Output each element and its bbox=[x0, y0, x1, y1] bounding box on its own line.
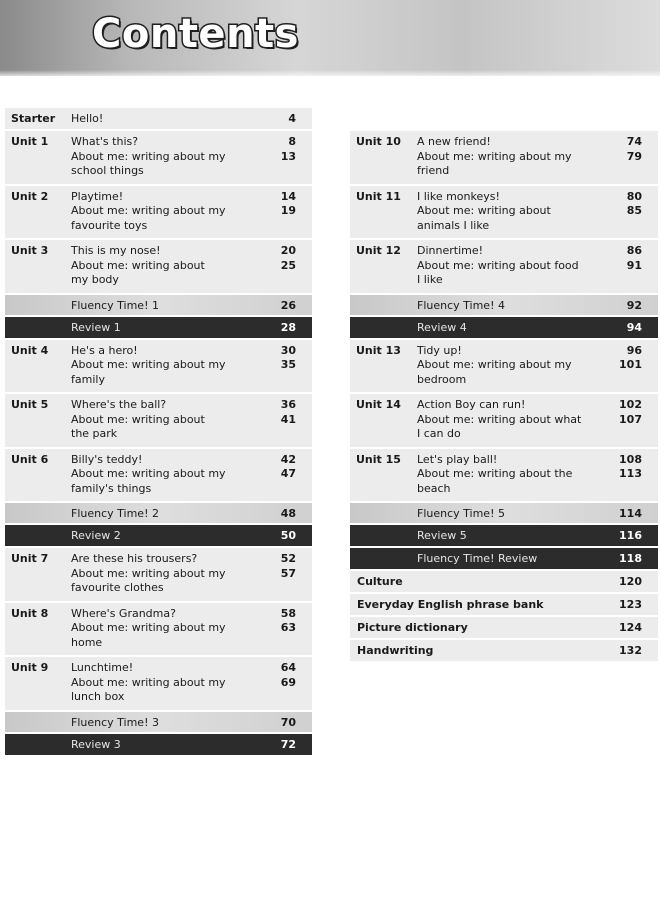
toc-entry-titles bbox=[71, 552, 261, 596]
toc-entry-titles bbox=[71, 607, 261, 651]
toc-entry-title: Are these his trousers? bbox=[71, 552, 198, 565]
toc-entry-title: He's a hero! bbox=[71, 343, 138, 357]
toc-page-number: 47 bbox=[280, 467, 296, 481]
toc-entry-title: Fluency Time! Review bbox=[417, 552, 538, 565]
toc-entry-title: Playtime! bbox=[71, 189, 124, 203]
toc-entry-titles bbox=[417, 507, 607, 522]
toc-entry-titles bbox=[71, 529, 261, 544]
toc-entry-title: Dinnertime! bbox=[417, 244, 484, 257]
toc-row-fluency bbox=[5, 503, 312, 525]
toc-entry-titles bbox=[417, 299, 607, 314]
toc-entry-titles bbox=[417, 244, 607, 288]
toc-page-numbers bbox=[256, 135, 296, 164]
toc-entry-subtitle: About me: writing about my bbox=[71, 149, 226, 163]
toc-entry-titles bbox=[71, 135, 261, 179]
toc-entry-titles bbox=[71, 661, 261, 705]
toc-unit-label: Unit 7 bbox=[11, 552, 49, 565]
toc-page-numbers bbox=[256, 299, 296, 314]
toc-section-title: Picture dictionary bbox=[357, 621, 468, 634]
toc-unit-label: Unit 11 bbox=[356, 189, 401, 203]
toc-unit-label: Unit 6 bbox=[11, 452, 49, 466]
toc-entry-title: Review 5 bbox=[417, 529, 467, 542]
toc-page-numbers bbox=[602, 529, 642, 544]
toc-row-review bbox=[350, 317, 658, 340]
toc-page-numbers bbox=[256, 507, 296, 522]
toc-entry-title: A new friend! bbox=[417, 135, 491, 148]
toc-page-number: 79 bbox=[626, 149, 642, 163]
toc-page-number: 14 bbox=[280, 189, 296, 203]
toc-entry-title: Where's the ball? bbox=[71, 398, 167, 411]
toc-unit-label: Unit 4 bbox=[11, 343, 49, 357]
toc-entry-title: Billy's teddy! bbox=[71, 452, 143, 466]
toc-row-unit bbox=[350, 240, 658, 295]
toc-page-number: 108 bbox=[619, 452, 642, 466]
toc-unit-label: Unit 10 bbox=[356, 135, 401, 148]
page-title: Contents bbox=[92, 11, 299, 57]
toc-page-number: 114 bbox=[619, 507, 642, 520]
toc-page-numbers bbox=[256, 661, 296, 690]
toc-entry-subtitle: About me: writing about my bbox=[71, 358, 226, 372]
toc-page-number: 48 bbox=[280, 507, 296, 520]
toc-entry-titles bbox=[71, 299, 261, 314]
toc-page-numbers bbox=[602, 398, 642, 427]
toc-row-review bbox=[5, 525, 312, 548]
toc-page-number: 52 bbox=[280, 552, 296, 565]
toc-page-numbers bbox=[602, 190, 642, 219]
toc-page-number: 101 bbox=[619, 358, 642, 372]
toc-row-extra bbox=[350, 571, 658, 594]
toc-entry-subtitle: lunch box bbox=[71, 690, 125, 704]
toc-page-numbers bbox=[602, 507, 642, 522]
toc-page-number: 132 bbox=[619, 644, 642, 657]
toc-page-number: 13 bbox=[280, 149, 296, 163]
toc-page-number: 50 bbox=[280, 529, 296, 542]
toc-page-number: 42 bbox=[280, 452, 296, 466]
toc-page-number: 107 bbox=[619, 412, 642, 426]
toc-page-numbers bbox=[256, 607, 296, 636]
toc-row-review bbox=[5, 734, 312, 757]
toc-entry-title: This is my nose! bbox=[71, 244, 161, 257]
toc-entry-title: Review 1 bbox=[71, 320, 121, 334]
toc-row-simple bbox=[5, 108, 312, 131]
toc-page-number: 4 bbox=[288, 112, 296, 125]
contents-left-column bbox=[5, 108, 312, 757]
toc-entry-title: Action Boy can run! bbox=[417, 398, 526, 411]
toc-entry-subtitle: About me: writing about my bbox=[71, 621, 226, 635]
toc-row-unit bbox=[5, 449, 312, 504]
toc-page-numbers bbox=[256, 190, 296, 219]
toc-row-unit bbox=[350, 449, 658, 504]
toc-page-number: 8 bbox=[288, 135, 296, 148]
toc-row-fluency bbox=[350, 295, 658, 317]
toc-entry-subtitle: About me: writing about my bbox=[71, 566, 226, 580]
toc-page-numbers bbox=[602, 575, 642, 590]
toc-page-number: 58 bbox=[280, 606, 296, 620]
toc-entry-title: What's this? bbox=[71, 135, 139, 148]
toc-entry-titles bbox=[417, 344, 607, 388]
toc-entry-titles bbox=[71, 112, 261, 127]
toc-page-numbers bbox=[256, 344, 296, 373]
toc-entry-subtitle: the park bbox=[71, 427, 118, 441]
toc-page-number: 72 bbox=[280, 737, 296, 751]
toc-unit-label: Starter bbox=[11, 112, 56, 125]
toc-row-unit bbox=[350, 186, 658, 241]
toc-entry-subtitle: About me: writing about bbox=[71, 412, 205, 426]
toc-entry-titles bbox=[71, 716, 261, 731]
toc-section-title: Everyday English phrase bank bbox=[357, 598, 544, 611]
toc-entry-subtitle: I like bbox=[417, 273, 443, 287]
toc-page-number: 30 bbox=[280, 343, 296, 357]
header-banner bbox=[0, 0, 660, 76]
toc-page-number: 94 bbox=[626, 320, 642, 334]
toc-entry-titles bbox=[417, 190, 607, 234]
toc-entry-subtitle: I can do bbox=[417, 427, 461, 441]
toc-entry-titles bbox=[417, 552, 607, 567]
toc-row-extra bbox=[350, 617, 658, 640]
toc-entry-titles bbox=[417, 453, 607, 497]
contents-right-column bbox=[350, 131, 658, 663]
toc-unit-label: Unit 13 bbox=[356, 343, 401, 357]
toc-unit-label: Unit 8 bbox=[11, 606, 49, 620]
toc-unit-label: Unit 15 bbox=[356, 452, 401, 466]
toc-entry-titles bbox=[417, 135, 607, 179]
toc-entry-subtitle: About me: writing about my bbox=[71, 675, 226, 689]
toc-page-numbers bbox=[256, 552, 296, 581]
toc-entry-subtitle: About me: writing about bbox=[417, 204, 551, 218]
toc-entry-title: Fluency Time! 2 bbox=[71, 507, 159, 520]
toc-entry-title: Fluency Time! 1 bbox=[71, 298, 159, 312]
toc-unit-label: Unit 2 bbox=[11, 189, 49, 203]
toc-page-number: 74 bbox=[626, 135, 642, 148]
toc-page-number: 63 bbox=[280, 621, 296, 635]
toc-row-unit bbox=[5, 603, 312, 658]
toc-entry-titles bbox=[71, 344, 261, 388]
toc-page-number: 124 bbox=[619, 621, 642, 634]
toc-page-number: 102 bbox=[619, 398, 642, 411]
toc-entry-title: Fluency Time! 4 bbox=[417, 298, 505, 312]
toc-row-fluency bbox=[5, 712, 312, 734]
toc-entry-subtitle: favourite clothes bbox=[71, 581, 164, 595]
toc-unit-label: Unit 12 bbox=[356, 244, 401, 257]
toc-unit-label: Unit 5 bbox=[11, 398, 49, 411]
toc-row-review bbox=[5, 317, 312, 340]
toc-page-numbers bbox=[602, 552, 642, 567]
toc-section-title: Handwriting bbox=[357, 644, 434, 657]
toc-page-numbers bbox=[256, 321, 296, 336]
toc-row-fluency bbox=[5, 295, 312, 317]
toc-page-number: 120 bbox=[619, 575, 642, 588]
toc-entry-subtitle: family's things bbox=[71, 481, 152, 495]
toc-page-number: 91 bbox=[626, 258, 642, 272]
toc-entry-subtitle: friend bbox=[417, 164, 450, 178]
toc-page-number: 35 bbox=[280, 358, 296, 372]
toc-entry-titles bbox=[71, 507, 261, 522]
toc-page-numbers bbox=[602, 344, 642, 373]
toc-entry-title: Tidy up! bbox=[417, 343, 462, 357]
toc-row-unit bbox=[5, 186, 312, 241]
toc-entry-title: Fluency Time! 5 bbox=[417, 507, 505, 520]
toc-page-number: 86 bbox=[626, 244, 642, 257]
toc-entry-subtitle: home bbox=[71, 635, 103, 649]
toc-page-number: 116 bbox=[619, 529, 642, 542]
toc-entry-title: Review 4 bbox=[417, 320, 467, 334]
toc-page-number: 69 bbox=[280, 675, 296, 689]
toc-row-unit bbox=[350, 394, 658, 449]
toc-page-numbers bbox=[256, 453, 296, 482]
toc-entry-subtitle: About me: writing about my bbox=[417, 149, 572, 163]
toc-entry-titles bbox=[417, 398, 607, 442]
toc-page-number: 19 bbox=[280, 204, 296, 218]
toc-entry-titles bbox=[71, 738, 261, 753]
toc-entry-titles bbox=[71, 453, 261, 497]
toc-entry-subtitle: About me: writing about my bbox=[71, 467, 226, 481]
toc-entry-subtitle: bedroom bbox=[417, 372, 467, 386]
toc-page-numbers bbox=[256, 112, 296, 127]
toc-page-number: 118 bbox=[619, 552, 642, 565]
toc-row-unit bbox=[5, 657, 312, 712]
toc-entry-title: Lunchtime! bbox=[71, 661, 134, 674]
toc-entry-subtitle: animals I like bbox=[417, 218, 490, 232]
toc-entry-subtitle: About me: writing about bbox=[71, 258, 205, 272]
toc-entry-titles bbox=[417, 321, 607, 336]
toc-page-number: 57 bbox=[280, 566, 296, 580]
toc-page-number: 28 bbox=[280, 320, 296, 334]
toc-entry-titles bbox=[71, 244, 261, 288]
toc-page-numbers bbox=[602, 321, 642, 336]
toc-page-numbers bbox=[256, 716, 296, 731]
toc-section-title: Culture bbox=[357, 575, 403, 588]
toc-entry-title: Let's play ball! bbox=[417, 452, 498, 466]
toc-entry-title: I like monkeys! bbox=[417, 189, 500, 203]
toc-entry-title: Hello! bbox=[71, 112, 104, 125]
toc-row-unit bbox=[5, 394, 312, 449]
toc-page-number: 20 bbox=[280, 244, 296, 257]
toc-entry-titles bbox=[417, 529, 607, 544]
toc-row-unit bbox=[350, 131, 658, 186]
toc-unit-label: Unit 14 bbox=[356, 398, 401, 411]
toc-unit-label: Unit 1 bbox=[11, 135, 49, 148]
toc-row-review bbox=[350, 548, 658, 571]
toc-page-numbers bbox=[602, 621, 642, 636]
toc-page-numbers bbox=[256, 244, 296, 273]
toc-page-number: 41 bbox=[280, 412, 296, 426]
toc-entry-titles bbox=[71, 398, 261, 442]
toc-entry-title: Where's Grandma? bbox=[71, 606, 176, 620]
toc-entry-title: Review 2 bbox=[71, 529, 121, 542]
toc-page-number: 36 bbox=[280, 398, 296, 411]
toc-page-number: 26 bbox=[280, 298, 296, 312]
toc-page-numbers bbox=[602, 453, 642, 482]
toc-page-numbers bbox=[602, 299, 642, 314]
toc-unit-label: Unit 3 bbox=[11, 244, 49, 257]
toc-row-unit bbox=[5, 548, 312, 603]
toc-entry-titles bbox=[71, 321, 261, 336]
toc-row-fluency bbox=[350, 503, 658, 525]
toc-page-number: 92 bbox=[626, 298, 642, 312]
toc-page-numbers bbox=[602, 598, 642, 613]
toc-entry-subtitle: school things bbox=[71, 164, 144, 178]
toc-row-extra bbox=[350, 594, 658, 617]
toc-row-unit bbox=[5, 131, 312, 186]
toc-row-unit bbox=[5, 240, 312, 295]
toc-row-unit bbox=[350, 340, 658, 395]
toc-entry-subtitle: family bbox=[71, 372, 105, 386]
toc-page-number: 25 bbox=[280, 258, 296, 272]
toc-row-review bbox=[350, 525, 658, 548]
toc-page-numbers bbox=[602, 644, 642, 659]
toc-page-numbers bbox=[602, 135, 642, 164]
toc-entry-subtitle: favourite toys bbox=[71, 218, 148, 232]
toc-entry-subtitle: beach bbox=[417, 481, 451, 495]
toc-page-number: 113 bbox=[619, 467, 642, 481]
toc-entry-subtitle: About me: writing about my bbox=[71, 204, 226, 218]
toc-entry-titles bbox=[71, 190, 261, 234]
toc-entry-subtitle: About me: writing about my bbox=[417, 358, 572, 372]
toc-entry-subtitle: About me: writing about what bbox=[417, 412, 582, 426]
toc-page-numbers bbox=[256, 738, 296, 753]
toc-entry-subtitle: my body bbox=[71, 273, 119, 287]
toc-page-number: 123 bbox=[619, 598, 642, 611]
toc-entry-subtitle: About me: writing about food bbox=[417, 258, 579, 272]
toc-page-number: 70 bbox=[280, 715, 296, 729]
toc-page-numbers bbox=[256, 529, 296, 544]
toc-page-number: 80 bbox=[626, 189, 642, 203]
toc-row-unit bbox=[5, 340, 312, 395]
toc-page-number: 64 bbox=[280, 661, 296, 674]
toc-entry-title: Review 3 bbox=[71, 737, 121, 751]
toc-page-numbers bbox=[602, 244, 642, 273]
toc-page-numbers bbox=[256, 398, 296, 427]
toc-page-number: 85 bbox=[626, 204, 642, 218]
toc-entry-subtitle: About me: writing about the bbox=[417, 467, 573, 481]
toc-page-number: 96 bbox=[626, 343, 642, 357]
toc-entry-title: Fluency Time! 3 bbox=[71, 715, 159, 729]
toc-row-extra bbox=[350, 640, 658, 663]
toc-unit-label: Unit 9 bbox=[11, 661, 49, 674]
